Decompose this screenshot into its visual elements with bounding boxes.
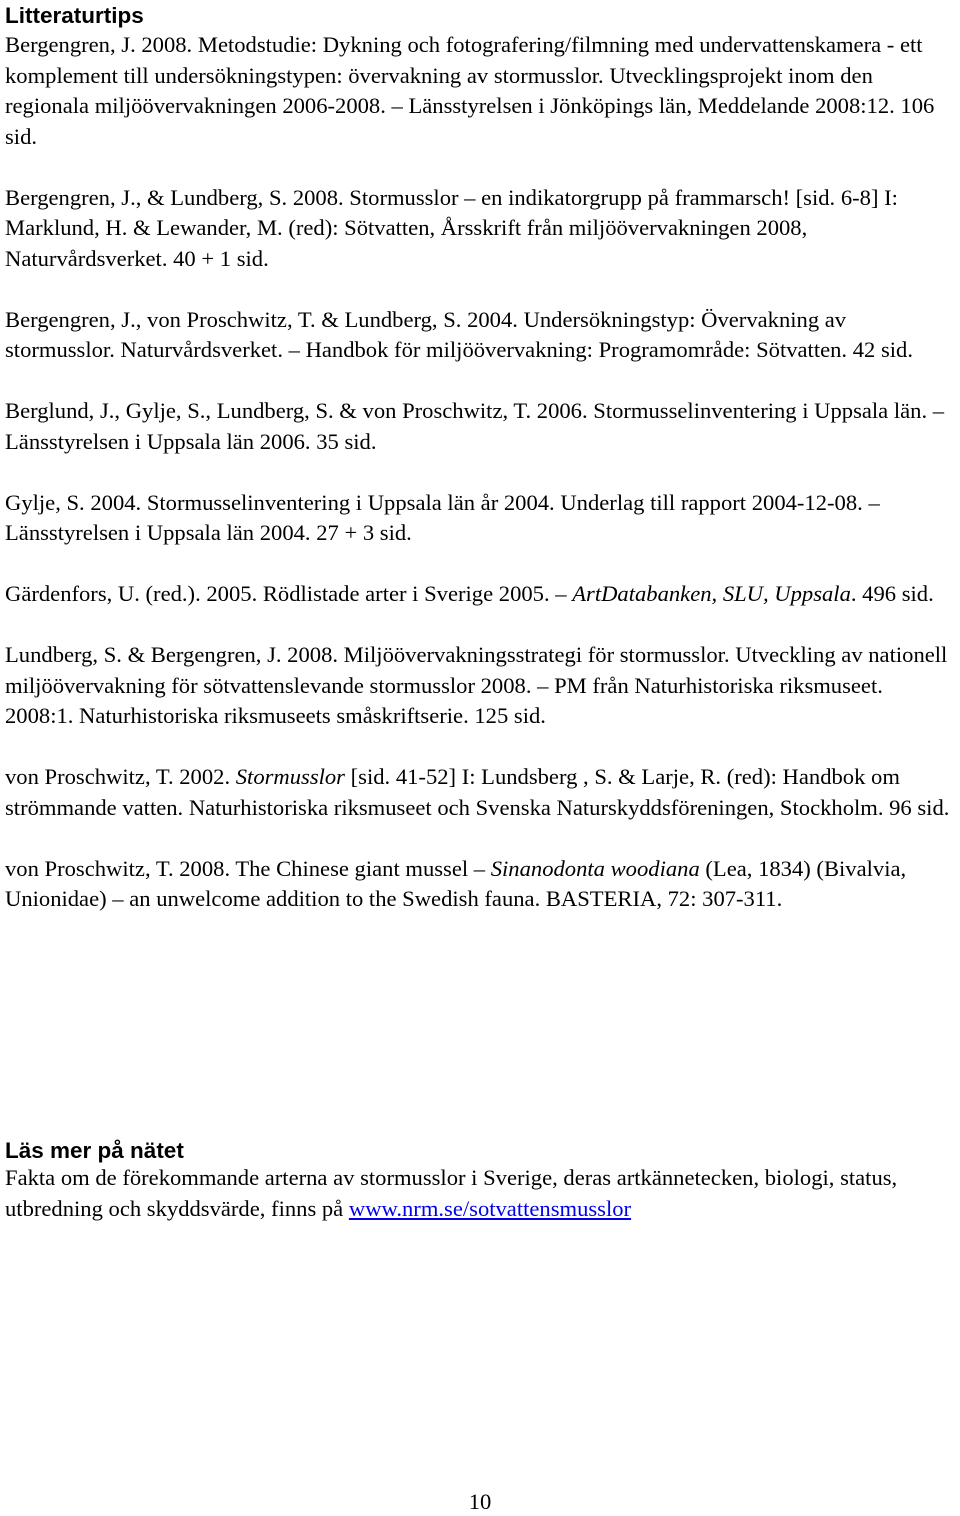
reference-item	[5, 640, 955, 732]
reference-item	[5, 183, 955, 275]
reference-item	[5, 30, 955, 152]
reference-item	[5, 762, 955, 823]
reference-item	[5, 305, 955, 366]
reference-text-pre: von Proschwitz, T. 2008. The Chinese giant mussel –	[5, 855, 491, 881]
read-more-paragraph	[5, 1163, 955, 1224]
reference-item	[5, 579, 955, 610]
reference-text-post: . 496 sid.	[850, 581, 934, 606]
reference-text-post: [sid. 41-52] I: Lundsberg , S. & Larje, R. (red): Handbok om strömmande vatten. Naturhistoriska riksmuseet och Svenska Naturskyddsföreningen, Stockholm. 96 sid.	[5, 764, 950, 820]
section-heading-litteraturtips: Litteraturtips	[5, 3, 144, 28]
reference-text-italic: Stormusslor	[235, 764, 345, 789]
reference-item	[5, 488, 955, 549]
reference-text-post: (Lea, 1834) (Bivalvia, Unionidae) – an unwelcome addition to the Swedish fauna. BASTERIA, 72: 307-311.	[5, 855, 907, 911]
read-more-text: Fakta om de förekommande arterna av stormusslor i Sverige, deras artkännetecken, biologi, status, utbredning och skyddsvärde, finns på	[5, 1165, 898, 1221]
nrm-website-link[interactable]: www.nrm.se/sotvattensmusslor	[348, 1195, 632, 1221]
reference-text-pre: von Proschwitz, T. 2002.	[5, 764, 236, 789]
page-number: 10	[468, 1489, 492, 1514]
reference-text-italic: Sinanodonta woodiana	[490, 855, 700, 881]
reference-list	[5, 30, 955, 915]
reference-text-italic: ArtDatabanken, SLU, Uppsala	[572, 581, 851, 606]
reference-text: Bergengren, J., & Lundberg, S. 2008. Stormusslor – en indikatorgrupp på frammarsch! [sid. 6-8] I: Marklund, H. & Lewander, M. (red): Sötvatten, Årsskrift från miljöövervakningen 2008, Naturvårdsverket. 40 + 1 sid.	[5, 184, 898, 271]
section-heading-las-mer: Läs mer på nätet	[5, 1138, 184, 1163]
reference-text-pre: Gärdenfors, U. (red.). 2005. Rödlistade arter i Sverige 2005. –	[5, 581, 573, 606]
reference-item	[5, 396, 955, 457]
reference-text: Bergengren, J. 2008. Metodstudie: Dykning och fotografering/filmning med undervattenskamera - ett komplement till undersökningstypen: övervakning av stormusslor. Utvecklingsprojekt inom den regionala miljöövervakningen 2006-2008. – Länsstyrelsen i Jönköpings län, Meddelande 2008:12. 106 sid.	[5, 32, 935, 149]
reference-text: Lundberg, S. & Bergengren, J. 2008. Miljöövervakningsstrategi för stormusslor. Utveckling av nationell miljöövervakning för sötvattenslevande stormusslor 2008. – PM från Naturhistoriska riksmuseet. 2008:1. Naturhistoriska riksmuseets småskriftserie. 125 sid.	[5, 642, 948, 728]
reference-item	[5, 854, 955, 915]
reference-text: Bergengren, J., von Proschwitz, T. & Lundberg, S. 2004. Undersökningstyp: Övervakning av stormusslor. Naturvårdsverket. – Handbok för miljöövervakning: Programområde: Sötvatten. 42 sid.	[5, 306, 913, 362]
reference-text: Gylje, S. 2004. Stormusselinventering i Uppsala län år 2004. Underlag till rapport 2004-12-08. – Länsstyrelsen i Uppsala län 2004. 27 + 3 sid.	[5, 489, 880, 545]
reference-text: Berglund, J., Gylje, S., Lundberg, S. & von Proschwitz, T. 2006. Stormusselinventering i Uppsala län. – Länsstyrelsen i Uppsala län 2006. 35 sid.	[5, 398, 945, 454]
